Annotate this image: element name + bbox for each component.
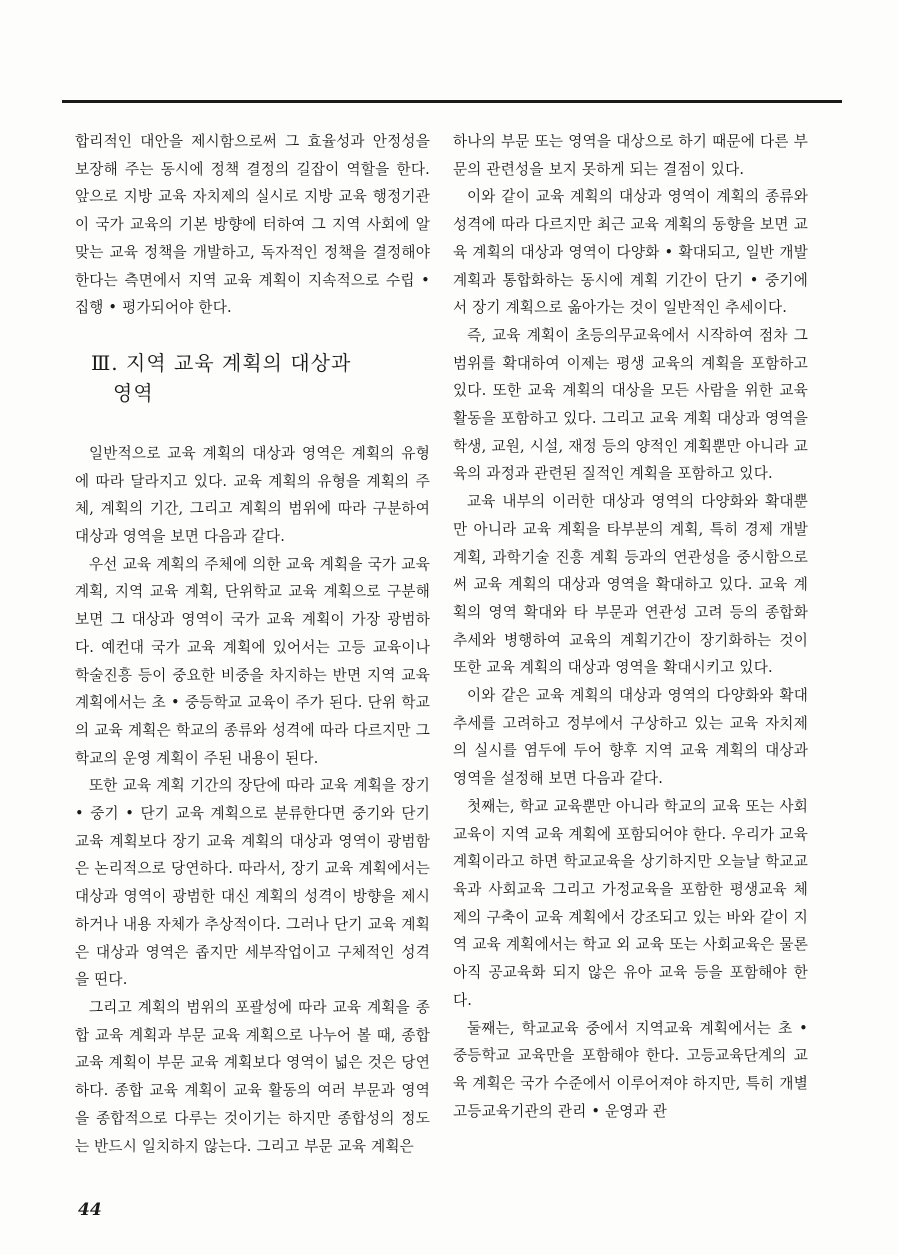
paragraph: 우선 교육 계획의 주체에 의한 교육 계획을 국가 교육 계획, 지역 교육 계획, 단위학교 교육 계획으로 구분해 보면 그 대상과 영역이 국가 교육 계획이 가장 광범하다. 예컨대 국가 교육 계획에 있어서는 고등 교육이나 학술진흥 등이 중요한 비중을 차지하는 반면 지역 교육 계획에서는 초 • 중등학교 교육이 주가 된다. 단위 학교의 교육 계획은 학교의 종류와 성격에 따라 다르지만 그 학교의 운영 계획이 주된 내용이 된다. — [75, 555, 430, 767]
paragraph: 교육 내부의 이러한 대상과 영역의 다양화와 확대뿐만 아니라 교육 계획을 타부분의 계획, 특히 경제 개발 계획, 과학기술 진흥 계획 등과의 연관성을 중시함으로써 교육 계획의 대상과 영역을 확대하고 있다. 교육 계획의 영역 확대와 타 부문과 연관성 고려 등의 종합화 추세와 병행하여 교육의 계획기간이 장기화하는 것이 또한 교육 계획의 대상과 영역을 확대시키고 있다. — [453, 493, 808, 677]
paragraph: 하나의 부문 또는 영역을 대상으로 하기 때문에 다른 부문의 관련성을 보지 못하게 되는 결점이 있다. — [453, 133, 808, 178]
section-heading — [91, 348, 430, 408]
paragraph: 이와 같이 교육 계획의 대상과 영역이 계획의 종류와 성격에 따라 다르지만 최근 교육 계획의 동향을 보면 교육 계획의 대상과 영역이 다양화 • 확대되고, 일반 개발 계획과 통합화하는 동시에 계획 기간이 단기 • 중기에서 장기 계획으로 옮아가는 것이 일반적인 추세이다. — [453, 188, 808, 317]
paragraph: 둘째는, 학교교육 중에서 지역교육 계획에서는 초 • 중등학교 교육만을 포함해야 한다. 고등교육단계의 교육 계획은 국가 수준에서 이루어져야 하지만, 특히 개별 고등교육기관의 관리 • 운영과 관 — [453, 1019, 808, 1120]
paragraph: 또한 교육 계획 기간의 장단에 따라 교육 계획을 장기 • 중기 • 단기 교육 계획으로 분류한다면 중기와 단기 교육 계획보다 장기 교육 계획의 대상과 영역이 광범함은 논리적으로 당연하다. 따라서, 장기 교육 계획에서는 대상과 영역이 광범한 대신 계획의 성격이 방향을 제시하거나 내용 자체가 추상적이다. 그러나 단기 교육 계획은 대상과 영역은 좁지만 세부작업이고 구체적인 성격을 띤다. — [75, 777, 430, 989]
paragraph: 즉, 교육 계획이 초등의무교육에서 시작하여 점차 그 범위를 확대하여 이제는 평생 교육의 계획을 포함하고 있다. 또한 교육 계획의 대상을 모든 사람을 위한 교육 활동을 포함하고 있다. 그리고 교육 계획 대상과 영역을 학생, 교원, 시설, 재정 등의 양적인 계획뿐만 아니라 교육의 과정과 관련된 질적인 계획을 포함하고 있다. — [453, 326, 808, 483]
page-number: 44 — [78, 1200, 102, 1220]
section-heading-line2: 영역 — [113, 380, 154, 405]
left-column — [75, 128, 430, 1160]
section-heading-line1: Ⅲ. 지역 교육 계획의 대상과 — [91, 350, 352, 375]
right-column — [453, 128, 808, 1125]
paragraph: 그리고 계획의 범위의 포괄성에 따라 교육 계획을 종합 교육 계획과 부문 교육 계획으로 나누어 볼 때, 종합 교육 계획이 부문 교육 계획보다 영역이 넓은 것은 당연하다. 종합 교육 계획이 교육 활동의 여러 부문과 영역을 종합적으로 다루는 것이기는 하지만 종합성의 정도는 반드시 일치하지 않는다. 그리고 부문 교육 계획은 — [75, 998, 430, 1155]
paragraph: 첫째는, 학교 교육뿐만 아니라 학교의 교육 또는 사회 교육이 지역 교육 계획에 포함되어야 한다. 우리가 교육 계획이라고 하면 학교교육을 상기하지만 오늘날 학교교육과 사회교육 그리고 가정교육을 포함한 평생교육 체제의 구축이 교육 계획에서 강조되고 있는 바와 같이 지역 교육 계획에서는 학교 외 교육 또는 사회교육은 물론 아직 공교육화 되지 않은 유아 교육 등을 포함해야 한다. — [453, 797, 808, 1009]
paragraph: 이와 같은 교육 계획의 대상과 영역의 다양화와 확대 추세를 고려하고 정부에서 구상하고 있는 교육 자치제의 실시를 염두에 두어 향후 지역 교육 계획의 대상과 영역을 설정해 보면 다음과 같다. — [453, 687, 808, 788]
header-rule — [62, 100, 842, 103]
paragraph: 일반적으로 교육 계획의 대상과 영역은 계획의 유형에 따라 달라지고 있다. 교육 계획의 유형을 계획의 주체, 계획의 기간, 그리고 계획의 범위에 따라 구분하여 대상과 영역을 보면 다음과 같다. — [75, 444, 430, 546]
paragraph: 합리적인 대안을 제시함으로써 그 효율성과 안정성을 보장해 주는 동시에 정책 결정의 길잡이 역할을 한다. 앞으로 지방 교육 자치제의 실시로 지방 교육 행정기관이 국가 교육의 기본 방향에 터하여 그 지역 사회에 알맞는 교육 정책을 개발하고, 독자적인 정책을 결정해야 한다는 측면에서 지역 교육 계획이 지속적으로 수립 • 집행 • 평가되어야 한다. — [75, 133, 430, 317]
